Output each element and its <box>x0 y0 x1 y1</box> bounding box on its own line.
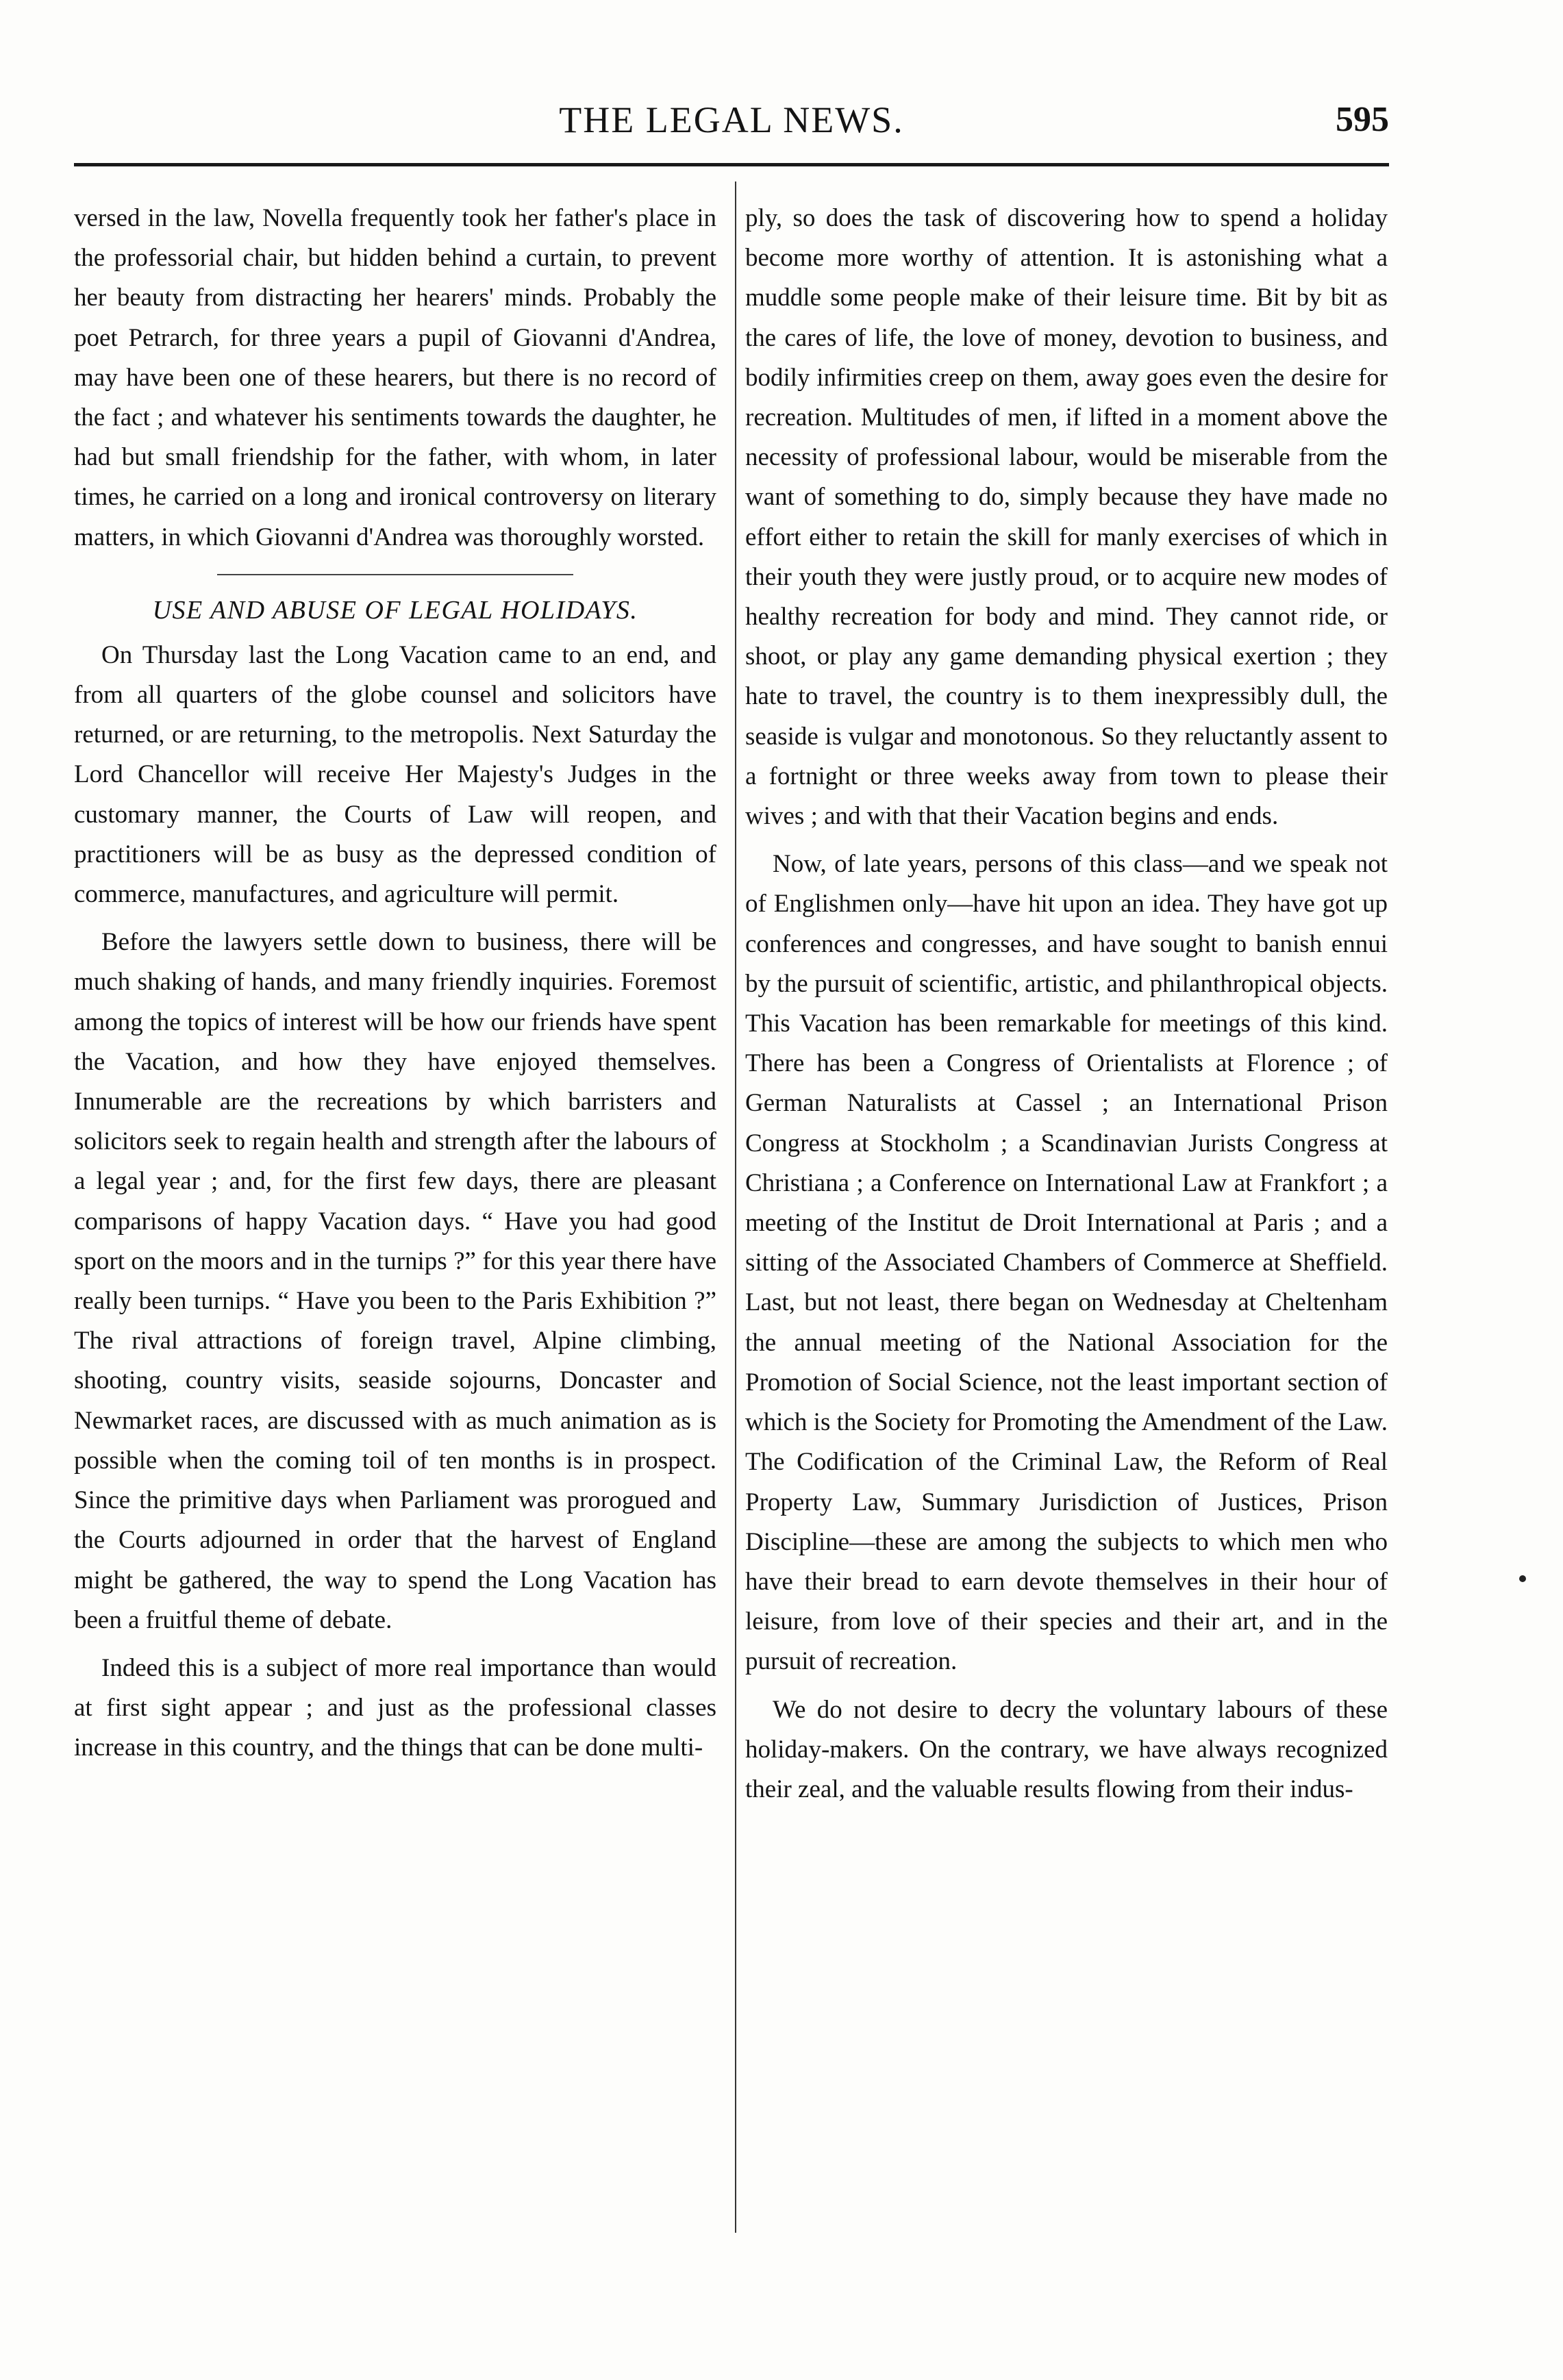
column-divider <box>735 181 736 2233</box>
ink-speck <box>1519 1575 1526 1582</box>
body-paragraph: ply, so does the task of discovering how to spend a holiday become more worthy of attention. It is astonishing what a muddle some people make of their leisure time. Bit by bit as the cares of life, the love of money, devotion to business, and bodily infirmities creep on them, away goes even the desire for recreation. Multitudes of men, if lifted in a moment above the necessity of professional labour, would be miserable from the want of something to do, simply because they have made no effort either to retain the skill for manly exercises of which in their youth they were justly proud, or to acquire new modes of healthy recreation for body and mind. They cannot ride, or shoot, or play any game demanding physical exertion ; they hate to travel, the country is to them inexpressibly dull, the seaside is vulgar and monotonous. So they reluctantly assent to a fortnight or three weeks away from town to please their wives ; and with that their Vacation begins and ends. <box>745 204 1388 831</box>
header-rule <box>74 163 1389 166</box>
body-paragraph: Before the lawyers settle down to business, there will be much shaking of hands, and many friendly inquiries. Foremost among the topics of interest will be how our friends have spent the Vacation, and how they have enjoyed themselves. Innumerable are the recreations by which barristers and solicitors seek to regain health and strength after the labours of a legal year ; and, for the first few days, there are pleasant comparisons of happy Vacation days. “ Have you had good sport on the moors and in the turnips ?” for this year there have really been turnips. “ Have you been to the Paris Exhibition ?” The rival attractions of foreign travel, Alpine climbing, shooting, country visits, seaside sojourns, Doncaster and Newmarket races, are discussed with as much animation as is possible when the coming toil of ten months is in prospect. Since the primitive days when Parliament was prorogued and the Courts adjourned in order that the harvest of England might be gathered, the way to spend the Long Vacation has been a fruitful theme of debate. <box>74 928 716 1634</box>
running-head <box>74 89 1389 151</box>
right-column <box>745 199 1388 1809</box>
section-separator <box>217 574 573 575</box>
article-heading: USE AND ABUSE OF LEGAL HOLIDAYS. <box>152 595 638 625</box>
page-number: 595 <box>1336 100 1389 139</box>
body-paragraph: Indeed this is a subject of more real importance than would at first sight appear ; and just as the professional classes increase in this country, and the things that can be done multi- <box>74 1653 716 1762</box>
article-continuation-paragraph: versed in the law, Novella frequently took her father's place in the professorial chair, but hidden behind a curtain, to prevent her beauty from distracting her hearers' minds. Probably the poet Petrarch, for three years a pupil of Giovanni d'Andrea, may have been one of these hearers, but there is no record of the fact ; and whatever his sentiments towards the daughter, he had but small friendship for the father, with whom, in later times, he carried on a long and ironical controversy on literary matters, in which Giovanni d'Andrea was thoroughly worsted. <box>74 204 716 551</box>
body-paragraph: Now, of late years, persons of this class—and we speak not of Englishmen only—have hit upon an idea. They have got up conferences and congresses, and have sought to banish ennui by the pursuit of scientific, artistic, and philanthropical objects. This Vacation has been remarkable for meetings of this kind. There has been a Congress of Orientalists at Florence ; of German Naturalists at Cassel ; an International Prison Congress at Stockholm ; a Scandinavian Jurists Congress at Christiana ; a Conference on International Law at Frankfort ; a meeting of the Institut de Droit International at Paris ; and a sitting of the Associated Chambers of Commerce at Sheffield. Last, but not least, there began on Wednesday at Cheltenham the annual meeting of the National Association for the Promotion of Social Science, not the least important section of which is the Society for Promoting the Amendment of the Law. The Codification of the Criminal Law, the Reform of Real Property Law, Summary Jurisdiction of Justices, Prison Discipline—these are among the subjects to which men who have their bread to earn devote themselves in their hour of leisure, from love of their species and their art, and in the pursuit of recreation. <box>745 850 1388 1676</box>
body-paragraph: We do not desire to decry the voluntary labours of these holiday-makers. On the contrary, we have always recognized their zeal, and the valuable results flowing from their indus- <box>745 1695 1388 1803</box>
left-column <box>74 199 716 1768</box>
publication-title: THE LEGAL NEWS. <box>559 99 904 140</box>
body-paragraph: On Thursday last the Long Vacation came to an end, and from all quarters of the globe counsel and solicitors have returned, or are returning, to the metropolis. Next Saturday the Lord Chancellor will receive Her Majesty's Judges in the customary manner, the Courts of Law will reopen, and practitioners will be as busy as the depressed condition of commerce, manufactures, and agriculture will permit. <box>74 640 716 909</box>
